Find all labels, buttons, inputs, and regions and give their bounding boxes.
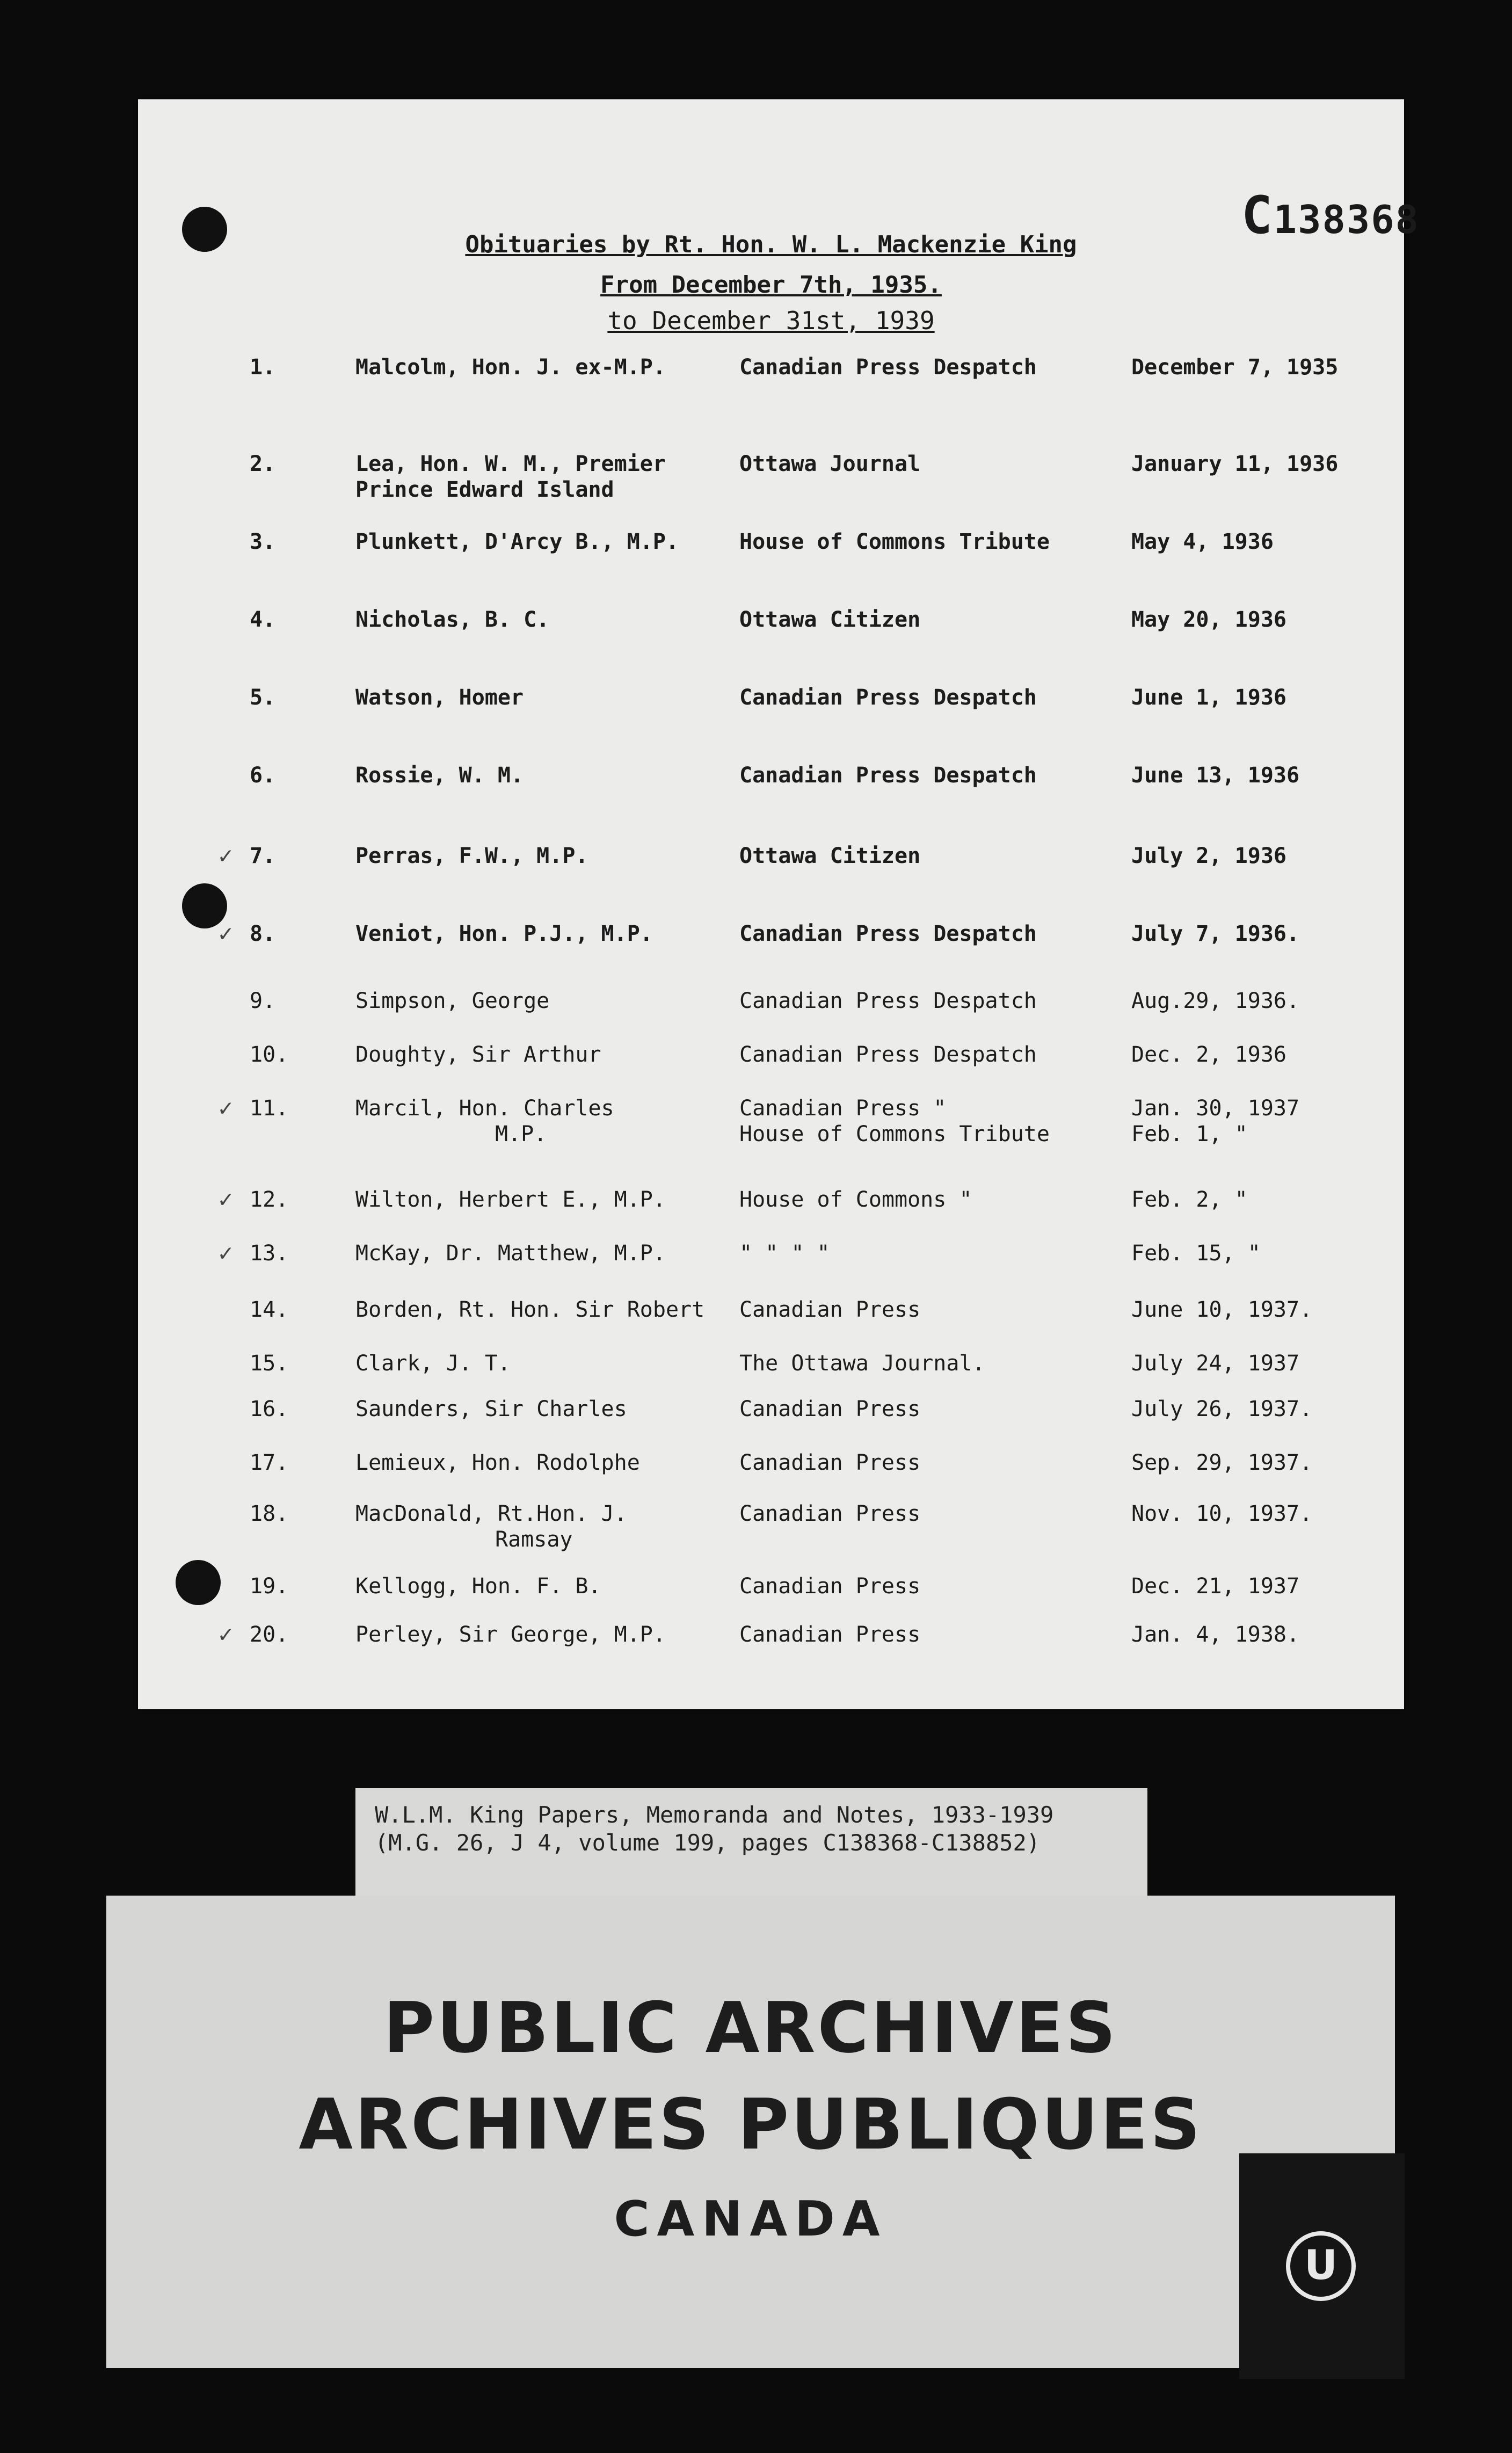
row-date: May 4, 1936 xyxy=(1131,529,1274,554)
row-number: 8. xyxy=(250,921,276,946)
row-date: December 7, 1935 xyxy=(1131,355,1339,380)
archive-name-french: ARCHIVES PUBLIQUES xyxy=(299,2084,1203,2165)
row-date: Sep. 29, 1937. xyxy=(1131,1450,1313,1475)
row-name: Perley, Sir George, M.P. xyxy=(355,1622,666,1647)
row-name: Lea, Hon. W. M., Premier xyxy=(355,452,666,476)
row-source: House of Commons " xyxy=(739,1187,972,1212)
row-number: 4. xyxy=(250,607,276,632)
row-number: 13. xyxy=(250,1241,289,1266)
row-number: 3. xyxy=(250,529,276,554)
row-date-continued: Feb. 1, " xyxy=(1131,1122,1248,1146)
row-number: 9. xyxy=(250,989,276,1013)
row-date: Dec. 2, 1936 xyxy=(1131,1042,1286,1067)
archive-logo-icon: U xyxy=(1286,2231,1356,2301)
row-source: The Ottawa Journal. xyxy=(739,1351,985,1376)
row-name: Wilton, Herbert E., M.P. xyxy=(355,1187,666,1212)
check-mark-icon: ✓ xyxy=(219,1186,233,1213)
row-date: June 10, 1937. xyxy=(1131,1297,1313,1322)
document-id-prefix: C xyxy=(1241,185,1274,245)
row-number: 7. xyxy=(250,844,276,868)
row-source: Canadian Press xyxy=(739,1622,921,1647)
row-source: Ottawa Citizen xyxy=(739,844,921,868)
document-page xyxy=(138,99,1420,1709)
row-date: Dec. 21, 1937 xyxy=(1131,1574,1300,1599)
row-date: Nov. 10, 1937. xyxy=(1131,1501,1313,1526)
row-date: Feb. 15, " xyxy=(1131,1241,1261,1266)
row-name: MacDonald, Rt.Hon. J. xyxy=(355,1501,627,1526)
row-source: Ottawa Journal xyxy=(739,452,921,476)
row-name: Malcolm, Hon. J. ex-M.P. xyxy=(355,355,666,380)
row-number: 14. xyxy=(250,1297,289,1322)
document-title: Obituaries by Rt. Hon. W. L. Mackenzie King xyxy=(465,231,1077,258)
row-name: Rossie, W. M. xyxy=(355,763,524,788)
row-source: Canadian Press Despatch xyxy=(739,989,1037,1013)
row-name: Veniot, Hon. P.J., M.P. xyxy=(355,921,653,946)
row-source: Canadian Press " xyxy=(739,1096,947,1121)
check-mark-icon: ✓ xyxy=(219,842,233,869)
row-name: Watson, Homer xyxy=(355,685,524,710)
row-name-continued: Ramsay xyxy=(495,1527,573,1552)
row-name: Marcil, Hon. Charles xyxy=(355,1096,614,1121)
check-mark-icon: ✓ xyxy=(219,1094,233,1122)
collection-label-line1: W.L.M. King Papers, Memoranda and Notes, 1933-1939 xyxy=(375,1802,1054,1828)
document-id-number: 138368 xyxy=(1273,197,1420,242)
row-source: Canadian Press xyxy=(739,1397,921,1421)
row-date: June 1, 1936 xyxy=(1131,685,1286,710)
collection-label xyxy=(355,1788,1147,1896)
row-number: 6. xyxy=(250,763,276,788)
row-source: Canadian Press xyxy=(739,1574,921,1599)
row-number: 17. xyxy=(250,1450,289,1475)
row-number: 10. xyxy=(250,1042,289,1067)
date-range-from: From December 7th, 1935. xyxy=(600,271,942,299)
row-date: Aug.29, 1936. xyxy=(1131,989,1300,1013)
row-number: 1. xyxy=(250,355,276,380)
row-date: Feb. 2, " xyxy=(1131,1187,1248,1212)
row-source-continued: House of Commons Tribute xyxy=(739,1122,1050,1146)
check-mark-icon: ✓ xyxy=(219,1621,233,1648)
row-number: 2. xyxy=(250,452,276,476)
row-name: Doughty, Sir Arthur xyxy=(355,1042,601,1067)
row-number: 19. xyxy=(250,1574,289,1599)
row-name: Borden, Rt. Hon. Sir Robert xyxy=(355,1297,705,1322)
archive-country: CANADA xyxy=(614,2191,888,2247)
row-date: May 20, 1936 xyxy=(1131,607,1286,632)
row-number: 11. xyxy=(250,1096,289,1121)
row-source: Canadian Press Despatch xyxy=(739,921,1037,946)
row-name: Simpson, George xyxy=(355,989,550,1013)
row-source: Canadian Press xyxy=(739,1297,921,1322)
row-name: McKay, Dr. Matthew, M.P. xyxy=(355,1241,666,1266)
row-number: 12. xyxy=(250,1187,289,1212)
row-name: Nicholas, B. C. xyxy=(355,607,550,632)
date-range-to: to December 31st, 1939 xyxy=(607,306,935,335)
archive-placard xyxy=(106,1896,1395,2368)
row-date: June 13, 1936 xyxy=(1131,763,1300,788)
check-mark-icon: ✓ xyxy=(219,920,233,947)
row-name: Lemieux, Hon. Rodolphe xyxy=(355,1450,640,1475)
row-source: Ottawa Citizen xyxy=(739,607,921,632)
row-source: Canadian Press Despatch xyxy=(739,355,1037,380)
row-date: July 2, 1936 xyxy=(1131,844,1286,868)
row-name: Kellogg, Hon. F. B. xyxy=(355,1574,601,1599)
row-date: July 26, 1937. xyxy=(1131,1397,1313,1421)
row-name-continued: Prince Edward Island xyxy=(355,477,614,502)
row-source: Canadian Press xyxy=(739,1450,921,1475)
row-source: Canadian Press xyxy=(739,1501,921,1526)
row-number: 20. xyxy=(250,1622,289,1647)
row-source: House of Commons Tribute xyxy=(739,529,1050,554)
row-number: 5. xyxy=(250,685,276,710)
collection-label-line2: (M.G. 26, J 4, volume 199, pages C138368-C138852) xyxy=(375,1830,1041,1856)
row-name: Perras, F.W., M.P. xyxy=(355,844,588,868)
row-source: Canadian Press Despatch xyxy=(739,685,1037,710)
check-mark-icon: ✓ xyxy=(219,1239,233,1267)
archive-name-english: PUBLIC ARCHIVES xyxy=(383,1987,1118,2069)
row-name: Clark, J. T. xyxy=(355,1351,511,1376)
row-source: Canadian Press Despatch xyxy=(739,763,1037,788)
row-name: Plunkett, D'Arcy B., M.P. xyxy=(355,529,679,554)
row-number: 18. xyxy=(250,1501,289,1526)
row-date: July 24, 1937 xyxy=(1131,1351,1300,1376)
row-name: Saunders, Sir Charles xyxy=(355,1397,627,1421)
row-source: Canadian Press Despatch xyxy=(739,1042,1037,1067)
row-number: 16. xyxy=(250,1397,289,1421)
row-date: Jan. 4, 1938. xyxy=(1131,1622,1300,1647)
row-number: 15. xyxy=(250,1351,289,1376)
obituary-list xyxy=(138,99,1404,1709)
row-date: July 7, 1936. xyxy=(1131,921,1300,946)
row-source: " " " " xyxy=(739,1241,830,1266)
row-name-continued: M.P. xyxy=(495,1122,547,1146)
row-date: Jan. 30, 1937 xyxy=(1131,1096,1300,1121)
row-date: January 11, 1936 xyxy=(1131,452,1339,476)
